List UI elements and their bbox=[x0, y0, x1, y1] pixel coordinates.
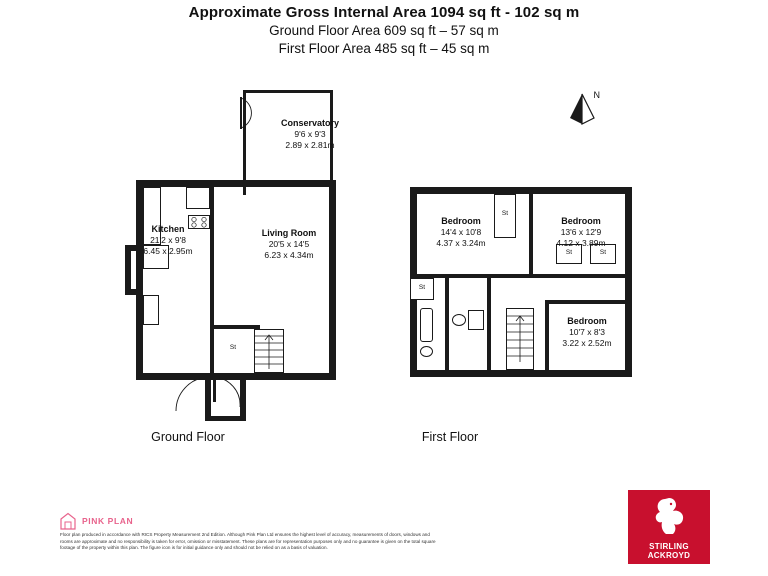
ground-staircase-treads-icon bbox=[254, 329, 284, 373]
room-bedroom-2-metric: 4.12 x 3.89m bbox=[556, 238, 606, 248]
kitchen-unit-left-lower bbox=[143, 295, 159, 325]
room-living-imperial: 20'5 x 14'5 bbox=[268, 239, 310, 249]
first-storage-3-label: St bbox=[599, 249, 607, 256]
room-bedroom-1-name: Bedroom bbox=[441, 216, 481, 226]
room-bedroom-3-name: Bedroom bbox=[567, 316, 607, 326]
agency-logo bbox=[628, 490, 710, 564]
pink-plan-label: PINK PLAN bbox=[82, 516, 134, 526]
compass-north-label: N bbox=[593, 90, 600, 100]
ground-floor-label: Ground Floor bbox=[151, 430, 225, 444]
ground-wall-left bbox=[136, 180, 143, 380]
ground-internal-wall-hall bbox=[210, 325, 214, 380]
compass-rose bbox=[560, 90, 600, 136]
room-bedroom-1-imperial: 14'4 x 10'8 bbox=[440, 227, 482, 237]
room-bedroom-3-imperial: 10'7 x 8'3 bbox=[569, 327, 605, 337]
page-footer bbox=[0, 480, 768, 576]
washbasin bbox=[452, 314, 466, 326]
room-conservatory bbox=[250, 118, 370, 151]
room-bedroom-3 bbox=[540, 316, 634, 349]
first-wall-landing-top-right bbox=[533, 274, 625, 278]
room-kitchen bbox=[128, 224, 208, 257]
ground-porch-wall-bottom bbox=[205, 416, 246, 421]
first-wall-bedroom3-top bbox=[545, 300, 625, 304]
room-living bbox=[234, 228, 344, 261]
room-living-name: Living Room bbox=[261, 228, 317, 238]
page-header bbox=[0, 0, 768, 58]
room-kitchen-metric: 6.45 x 2.95m bbox=[143, 246, 193, 256]
pink-plan-house-icon bbox=[60, 512, 76, 530]
room-bedroom-3-metric: 3.22 x 2.52m bbox=[562, 338, 612, 348]
room-kitchen-name: Kitchen bbox=[151, 224, 185, 234]
room-conservatory-metric: 2.89 x 2.81m bbox=[285, 140, 335, 150]
room-living-metric: 6.23 x 4.34m bbox=[264, 250, 314, 260]
first-storage-4-label: St bbox=[418, 284, 426, 291]
room-kitchen-imperial: 21'2 x 9'8 bbox=[150, 235, 186, 245]
ground-kitchen-bumpout-bottom bbox=[125, 289, 143, 295]
conservatory-wall-top bbox=[243, 90, 333, 93]
first-wall-bottom bbox=[410, 370, 632, 377]
first-storage-1-label: St bbox=[501, 210, 509, 217]
ground-wall-top bbox=[136, 180, 336, 187]
shower-cubicle bbox=[468, 310, 484, 330]
room-conservatory-name: Conservatory bbox=[280, 118, 340, 128]
ground-floor-area-line: Ground Floor Area 609 sq ft – 57 sq m bbox=[269, 23, 499, 38]
first-floor-area-line: First Floor Area 485 sq ft – 45 sq m bbox=[278, 41, 490, 56]
toilet bbox=[420, 346, 433, 357]
ground-wall-bottom-left-return bbox=[136, 373, 172, 379]
first-storage-2-label: St bbox=[565, 249, 573, 256]
bathtub bbox=[420, 308, 433, 342]
room-bedroom-2 bbox=[528, 216, 634, 249]
first-wall-top bbox=[410, 187, 632, 194]
room-bedroom-1-metric: 4.37 x 3.24m bbox=[436, 238, 486, 248]
first-floor-label: First Floor bbox=[421, 430, 479, 444]
agency-name bbox=[628, 542, 710, 560]
ground-storage-label: St bbox=[229, 344, 237, 351]
first-wall-landing-top-left bbox=[417, 274, 533, 278]
griffin-icon bbox=[649, 496, 689, 538]
pink-plan-branding bbox=[60, 512, 133, 530]
front-door-swing-icon bbox=[172, 375, 212, 415]
agency-name-line1: STIRLING bbox=[649, 542, 689, 551]
first-wall-bath-right bbox=[445, 278, 449, 370]
disclaimer-text: Floor plan produced in accordance with RICS Property Measurement 2nd Edition. Although Pink Plan Ltd ensures the highest level of accuracy, measurements of doors, windows and rooms are approximate and no responsibility is taken for error, omission or misstatement. These plans are for representation purposes only and no guarantee is given on the total square footage of the property within this plan. The figure icon is for initial guidance only and should not be relied on as a basis of valuation. bbox=[60, 532, 436, 551]
page-title: Approximate Gross Internal Area 1094 sq ft - 102 sq m bbox=[188, 4, 580, 21]
first-staircase-treads-icon bbox=[506, 308, 534, 370]
room-bedroom-2-name: Bedroom bbox=[561, 216, 601, 226]
ground-wall-right bbox=[329, 180, 336, 380]
room-bedroom-2-imperial: 13'6 x 12'9 bbox=[560, 227, 602, 237]
room-bedroom-1 bbox=[405, 216, 517, 249]
floorplan-canvas bbox=[0, 70, 768, 470]
first-wall-landing-left bbox=[487, 278, 491, 370]
room-conservatory-imperial: 9'6 x 9'3 bbox=[294, 129, 326, 139]
porch-door-swing-icon bbox=[212, 375, 244, 411]
kitchen-unit-right-top bbox=[186, 187, 210, 209]
agency-name-line2: ACKROYD bbox=[647, 551, 691, 560]
ground-internal-wall-kitchen bbox=[210, 187, 214, 329]
